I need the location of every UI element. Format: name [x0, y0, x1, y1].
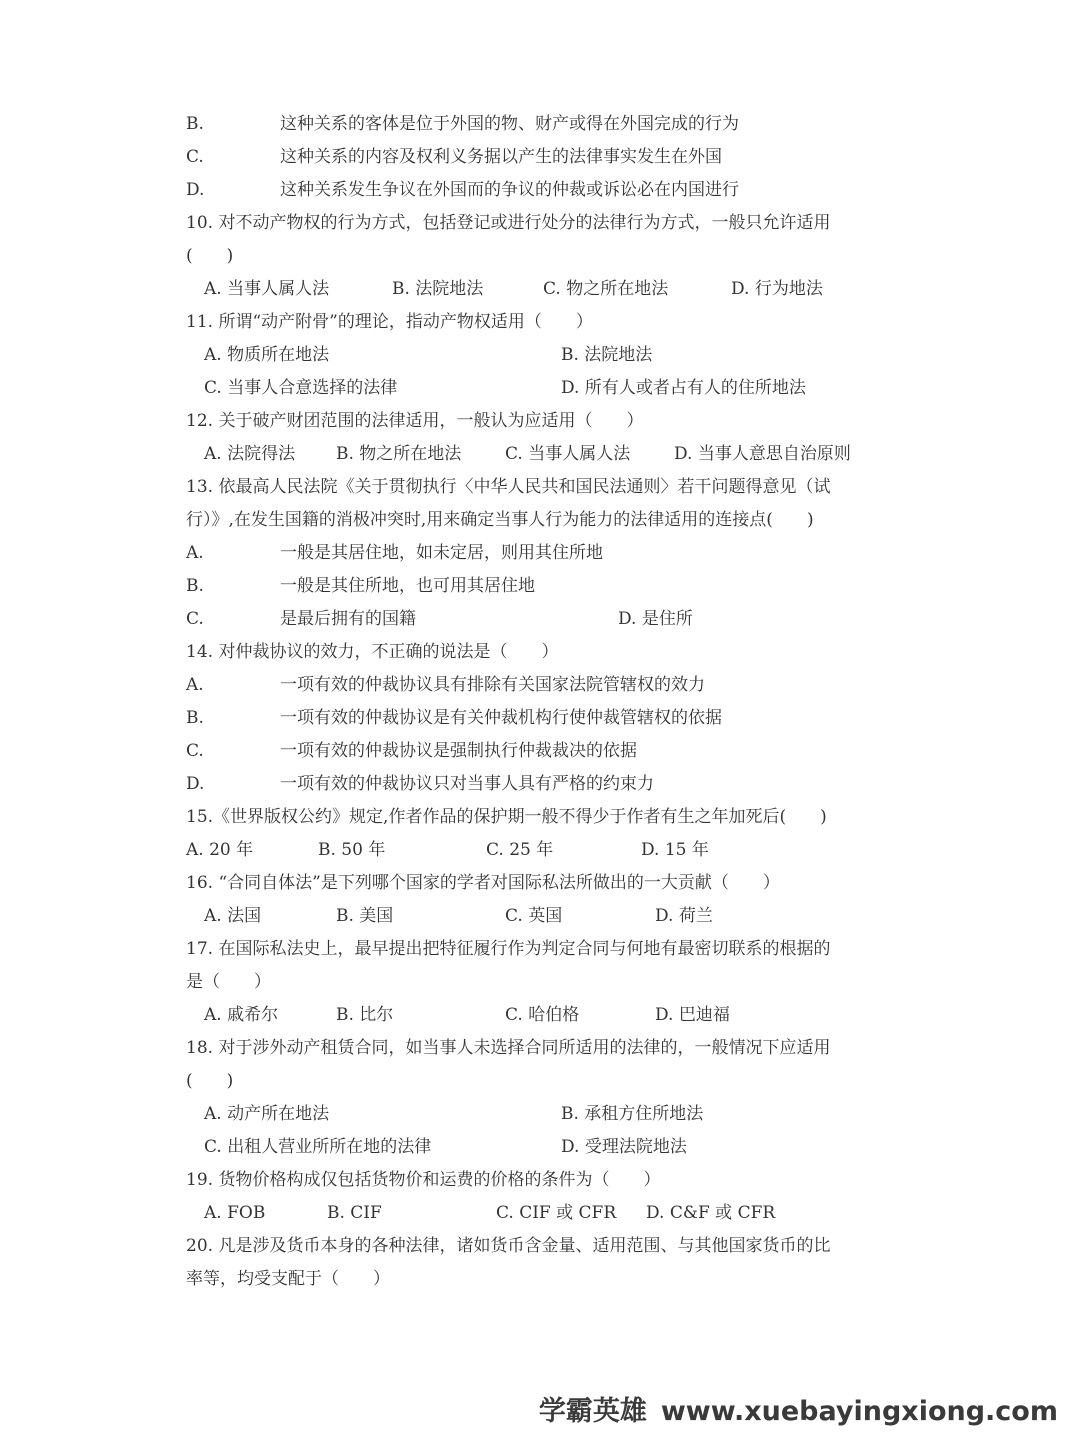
q14-option-d-letter: D.: [186, 774, 205, 794]
q9-option-b-letter: B.: [186, 114, 204, 134]
q10-stem-line1: 10. 对不动产物权的行为方式，包括登记或进行处分的法律行为方式，一般只允许适用: [186, 213, 831, 233]
q15-option-a: A. 20 年: [186, 840, 254, 860]
q19-option-b: B. CIF: [327, 1203, 382, 1223]
q13-option-a-text: 一般是其居住地，如未定居，则用其住所地: [280, 543, 603, 563]
q18-stem-line1: 18. 对于涉外动产租赁合同，如当事人未选择合同所适用的法律的，一般情况下应适用: [186, 1038, 831, 1058]
q16-stem: 16. “合同自体法”是下列哪个国家的学者对国际私法所做出的一大贡献（ ）: [186, 873, 780, 893]
q11-option-a: A. 物质所在地法: [204, 345, 330, 365]
q9-option-c-letter: C.: [186, 147, 204, 167]
q11-option-d: D. 所有人或者占有人的住所地法: [561, 378, 806, 398]
q15-stem: 15.《世界版权公约》规定,作者作品的保护期一般不得少于作者有生之年加死后( ): [186, 807, 827, 827]
watermark: [539, 1394, 1058, 1430]
q13-option-b-letter: B.: [186, 576, 204, 596]
q18-option-c: C. 出租人营业所所在地的法律: [204, 1137, 432, 1157]
q9-option-c-text: 这种关系的内容及权利义务据以产生的法律事实发生在外国: [280, 147, 722, 167]
q15-option-d: D. 15 年: [641, 840, 709, 860]
q13-option-a-letter: A.: [186, 543, 204, 563]
q13-option-d: D. 是住所: [618, 609, 693, 629]
q12-option-c: C. 当事人属人法: [505, 444, 631, 464]
q9-option-d-text: 这种关系发生争议在外国而的争议的仲裁或诉讼必在内国进行: [280, 180, 739, 200]
q13-stem-line2: 行）》,在发生国籍的消极冲突时,用来确定当事人行为能力的法律适用的连接点( ): [186, 510, 814, 530]
q12-option-b: B. 物之所在地法: [336, 444, 462, 464]
q14-option-c-text: 一项有效的仲裁协议是强制执行仲裁裁决的依据: [280, 741, 637, 761]
q16-option-a: A. 法国: [204, 906, 262, 926]
q20-stem-line2: 率等，均受支配于（ ）: [186, 1269, 390, 1289]
q14-option-b-letter: B.: [186, 708, 204, 728]
q18-option-b: B. 承租方住所地法: [561, 1104, 704, 1124]
q18-option-a: A. 动产所在地法: [204, 1104, 330, 1124]
q13-stem-line1: 13. 依最高人民法院《关于贯彻执行〈中华人民共和国民法通则〉若干问题得意见（试: [186, 477, 831, 497]
q11-option-c: C. 当事人合意选择的法律: [204, 378, 398, 398]
q10-option-a: A. 当事人属人法: [204, 279, 330, 299]
watermark-brand: 学霸英雄: [538, 1396, 647, 1427]
q18-stem-line2: ( ): [186, 1071, 234, 1091]
q13-option-b-text: 一般是其住所地，也可用其居住地: [280, 576, 535, 596]
q9-option-b-text: 这种关系的客体是位于外国的物、财产或得在外国完成的行为: [280, 114, 739, 134]
q10-option-b: B. 法院地法: [392, 279, 484, 299]
q15-option-b: B. 50 年: [318, 840, 386, 860]
q14-option-a-text: 一项有效的仲裁协议具有排除有关国家法院管辖权的效力: [280, 675, 705, 695]
q12-option-a: A. 法院得法: [204, 444, 296, 464]
q16-option-d: D. 荷兰: [655, 906, 713, 926]
q20-stem-line1: 20. 凡是涉及货币本身的各种法律，诸如货币含金量、适用范围、与其他国家货币的比: [186, 1236, 831, 1256]
q19-option-d: D. C&F 或 CFR: [646, 1203, 776, 1223]
q17-option-c: C. 哈伯格: [505, 1005, 580, 1025]
q14-stem: 14. 对仲裁协议的效力，不正确的说法是（ ）: [186, 642, 559, 662]
q16-option-c: C. 英国: [505, 906, 563, 926]
q16-option-b: B. 美国: [336, 906, 394, 926]
q10-stem-line2: ( ): [186, 246, 234, 266]
q14-option-c-letter: C.: [186, 741, 204, 761]
q19-stem: 19. 货物价格构成仅包括货物价和运费的价格的条件为（ ）: [186, 1170, 661, 1190]
q18-option-d: D. 受理法院地法: [561, 1137, 687, 1157]
q13-option-c-letter: C.: [186, 609, 204, 629]
q19-option-c: C. CIF 或 CFR: [496, 1203, 617, 1223]
q10-option-c: C. 物之所在地法: [543, 279, 669, 299]
q9-option-d-letter: D.: [186, 180, 205, 200]
q17-option-b: B. 比尔: [336, 1005, 394, 1025]
q17-option-a: A. 戚希尔: [204, 1005, 279, 1025]
q12-option-d: D. 当事人意思自治原则: [674, 444, 851, 464]
q11-stem: 11. 所谓“动产附骨”的理论，指动产物权适用（ ）: [186, 312, 593, 332]
watermark-url: www.xuebayingxiong.com: [660, 1396, 1058, 1427]
q19-option-a: A. FOB: [204, 1203, 266, 1223]
q12-stem: 12. 关于破产财团范围的法律适用，一般认为应适用（ ）: [186, 411, 644, 431]
q14-option-d-text: 一项有效的仲裁协议只对当事人具有严格的约束力: [280, 774, 654, 794]
q17-option-d: D. 巴迪福: [655, 1005, 730, 1025]
q13-option-c-text: 是最后拥有的国籍: [280, 609, 416, 629]
q17-stem-line1: 17. 在国际私法史上，最早提出把特征履行作为判定合同与何地有最密切联系的根据的: [186, 939, 831, 959]
q10-option-d: D. 行为地法: [731, 279, 823, 299]
q11-option-b: B. 法院地法: [561, 345, 653, 365]
q15-option-c: C. 25 年: [486, 840, 554, 860]
q17-stem-line2: 是（ ）: [186, 972, 271, 992]
q14-option-a-letter: A.: [186, 675, 204, 695]
q14-option-b-text: 一项有效的仲裁协议是有关仲裁机构行使仲裁管辖权的依据: [280, 708, 722, 728]
